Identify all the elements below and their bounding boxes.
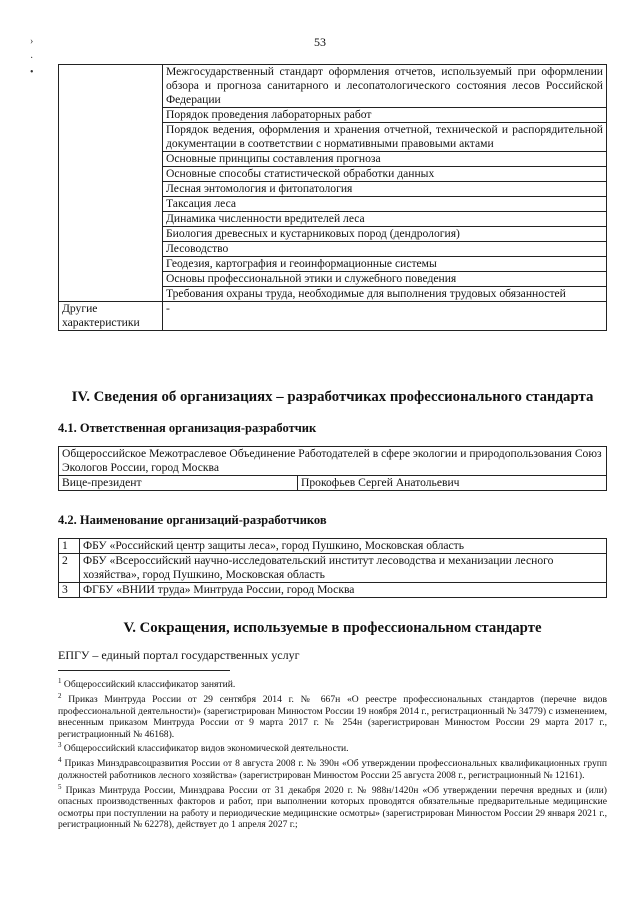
knowledge-item: Основные способы статистической обработки данных	[163, 167, 607, 182]
table-row	[59, 554, 607, 583]
footnote: $^5$ Приказ Минтруда России, Минздрава России от 31 декабря 2020 г. № 988н/1420н «Об утверждении перечня вредных и (или) опасных производственных факторов и работ, при выполнении которых проводятся обязательные предварительные медицинские осмотры при поступлении на работу и периодические медицинские осмотры» (зарегистрирован Минюстом России 29 января 2021 г., регистрационный № 62278), действует до 1 апреля 2027 г.;	[58, 782, 607, 831]
signatory-position: Вице-президент	[59, 476, 298, 491]
org-number: 1	[59, 539, 80, 554]
knowledge-item: Порядок проведения лабораторных работ	[163, 108, 607, 123]
responsible-org-name: Общероссийское Межотраслевое Объединение Работодателей в сфере экологии и природопользования Союз Экологов России, город Москва	[59, 447, 607, 476]
knowledge-item: Геодезия, картография и геоинформационные системы	[163, 257, 607, 272]
knowledge-item: Лесная энтомология и фитопатология	[163, 182, 607, 197]
org-name: ФБУ «Всероссийский научно-исследовательский институт лесоводства и механизации лесного хозяйства», город Пушкино, Московская область	[80, 554, 607, 583]
knowledge-item: Межгосударственный стандарт оформления отчетов, используемый при оформлении обзора и прогноза санитарного и лесопатологического состояния лесов Российской Федерации	[163, 65, 607, 108]
knowledge-item: Таксация леса	[163, 197, 607, 212]
section-4-title: IV. Сведения об организациях – разработчиках профессионального стандарта	[71, 389, 594, 405]
margin-mark: •	[30, 67, 34, 78]
signatory-name: Прокофьев Сергей Анатольевич	[298, 476, 607, 491]
knowledge-item: Основы профессиональной этики и служебного поведения	[163, 272, 607, 287]
knowledge-item: Динамика численности вредителей леса	[163, 212, 607, 227]
table-label-cell	[59, 65, 163, 302]
org-number: 3	[59, 583, 80, 598]
knowledge-item: Биология древесных и кустарниковых пород (дендрология)	[163, 227, 607, 242]
footnote: $^4$ Приказ Минздравсоцразвития России от 8 августа 2008 г. № 390н «Об утверждении профессиональных квалификационных групп должностей работников лесного хозяйства» (зарегистрирован Минюстом России 25 августа 2008 г., регистрационный № 12161).	[58, 756, 608, 781]
margin-mark: ›	[30, 36, 34, 47]
subsection-4-2-title: 4.2. Наименование организаций-разработчиков	[58, 513, 327, 527]
footnote-divider	[58, 670, 230, 671]
other-characteristics-label: Другие характеристики	[59, 302, 163, 331]
subsection-4-1-title: 4.1. Ответственная организация-разработчик	[58, 421, 317, 435]
qualification-table	[58, 64, 607, 331]
knowledge-item: Лесоводство	[163, 242, 607, 257]
org-name: ФГБУ «ВНИИ труда» Минтруда России, город Москва	[80, 583, 607, 598]
knowledge-item: Основные принципы составления прогноза	[163, 152, 607, 167]
table-row	[59, 583, 607, 598]
abbreviation-entry: ЕПГУ – единый портал государственных услуг	[58, 648, 300, 662]
section-5-title: V. Сокращения, используемые в профессиональном стандарте	[123, 620, 542, 636]
footnote: $^3$ Общероссийский классификатор видов экономической деятельности.	[58, 741, 349, 755]
org-name: ФБУ «Российский центр защиты леса», город Пушкино, Московская область	[80, 539, 607, 554]
page-number: 53	[314, 35, 326, 49]
developer-orgs-table	[58, 538, 607, 598]
footnote: $^2$ Приказ Минтруда России от 29 сентября 2014 г. № 667н «О реестре профессиональных стандартов (перечне видов профессиональной деятельности)» (зарегистрирован Минюстом России 19 ноября 2014 г., регистрационный № 34779) с изменением, внесенным приказом Минтруда России от 9 марта 2017 г. № 254н (зарегистрирован Минюстом России 29 марта 2017 г., регистрационный № 46168).	[58, 691, 607, 740]
footnotes	[58, 676, 607, 831]
knowledge-item: Порядок ведения, оформления и хранения отчетной, технической и распорядительной документации в соответствии с нормативными правовыми актами	[163, 123, 607, 152]
other-characteristics-value: -	[163, 302, 607, 331]
table-row	[59, 539, 607, 554]
responsible-org-table	[58, 446, 607, 491]
org-number: 2	[59, 554, 80, 583]
margin-mark: ·	[30, 53, 34, 64]
knowledge-item: Требования охраны труда, необходимые для выполнения трудовых обязанностей	[163, 287, 607, 302]
footnote: $^1$ Общероссийский классификатор занятий.	[58, 677, 236, 691]
